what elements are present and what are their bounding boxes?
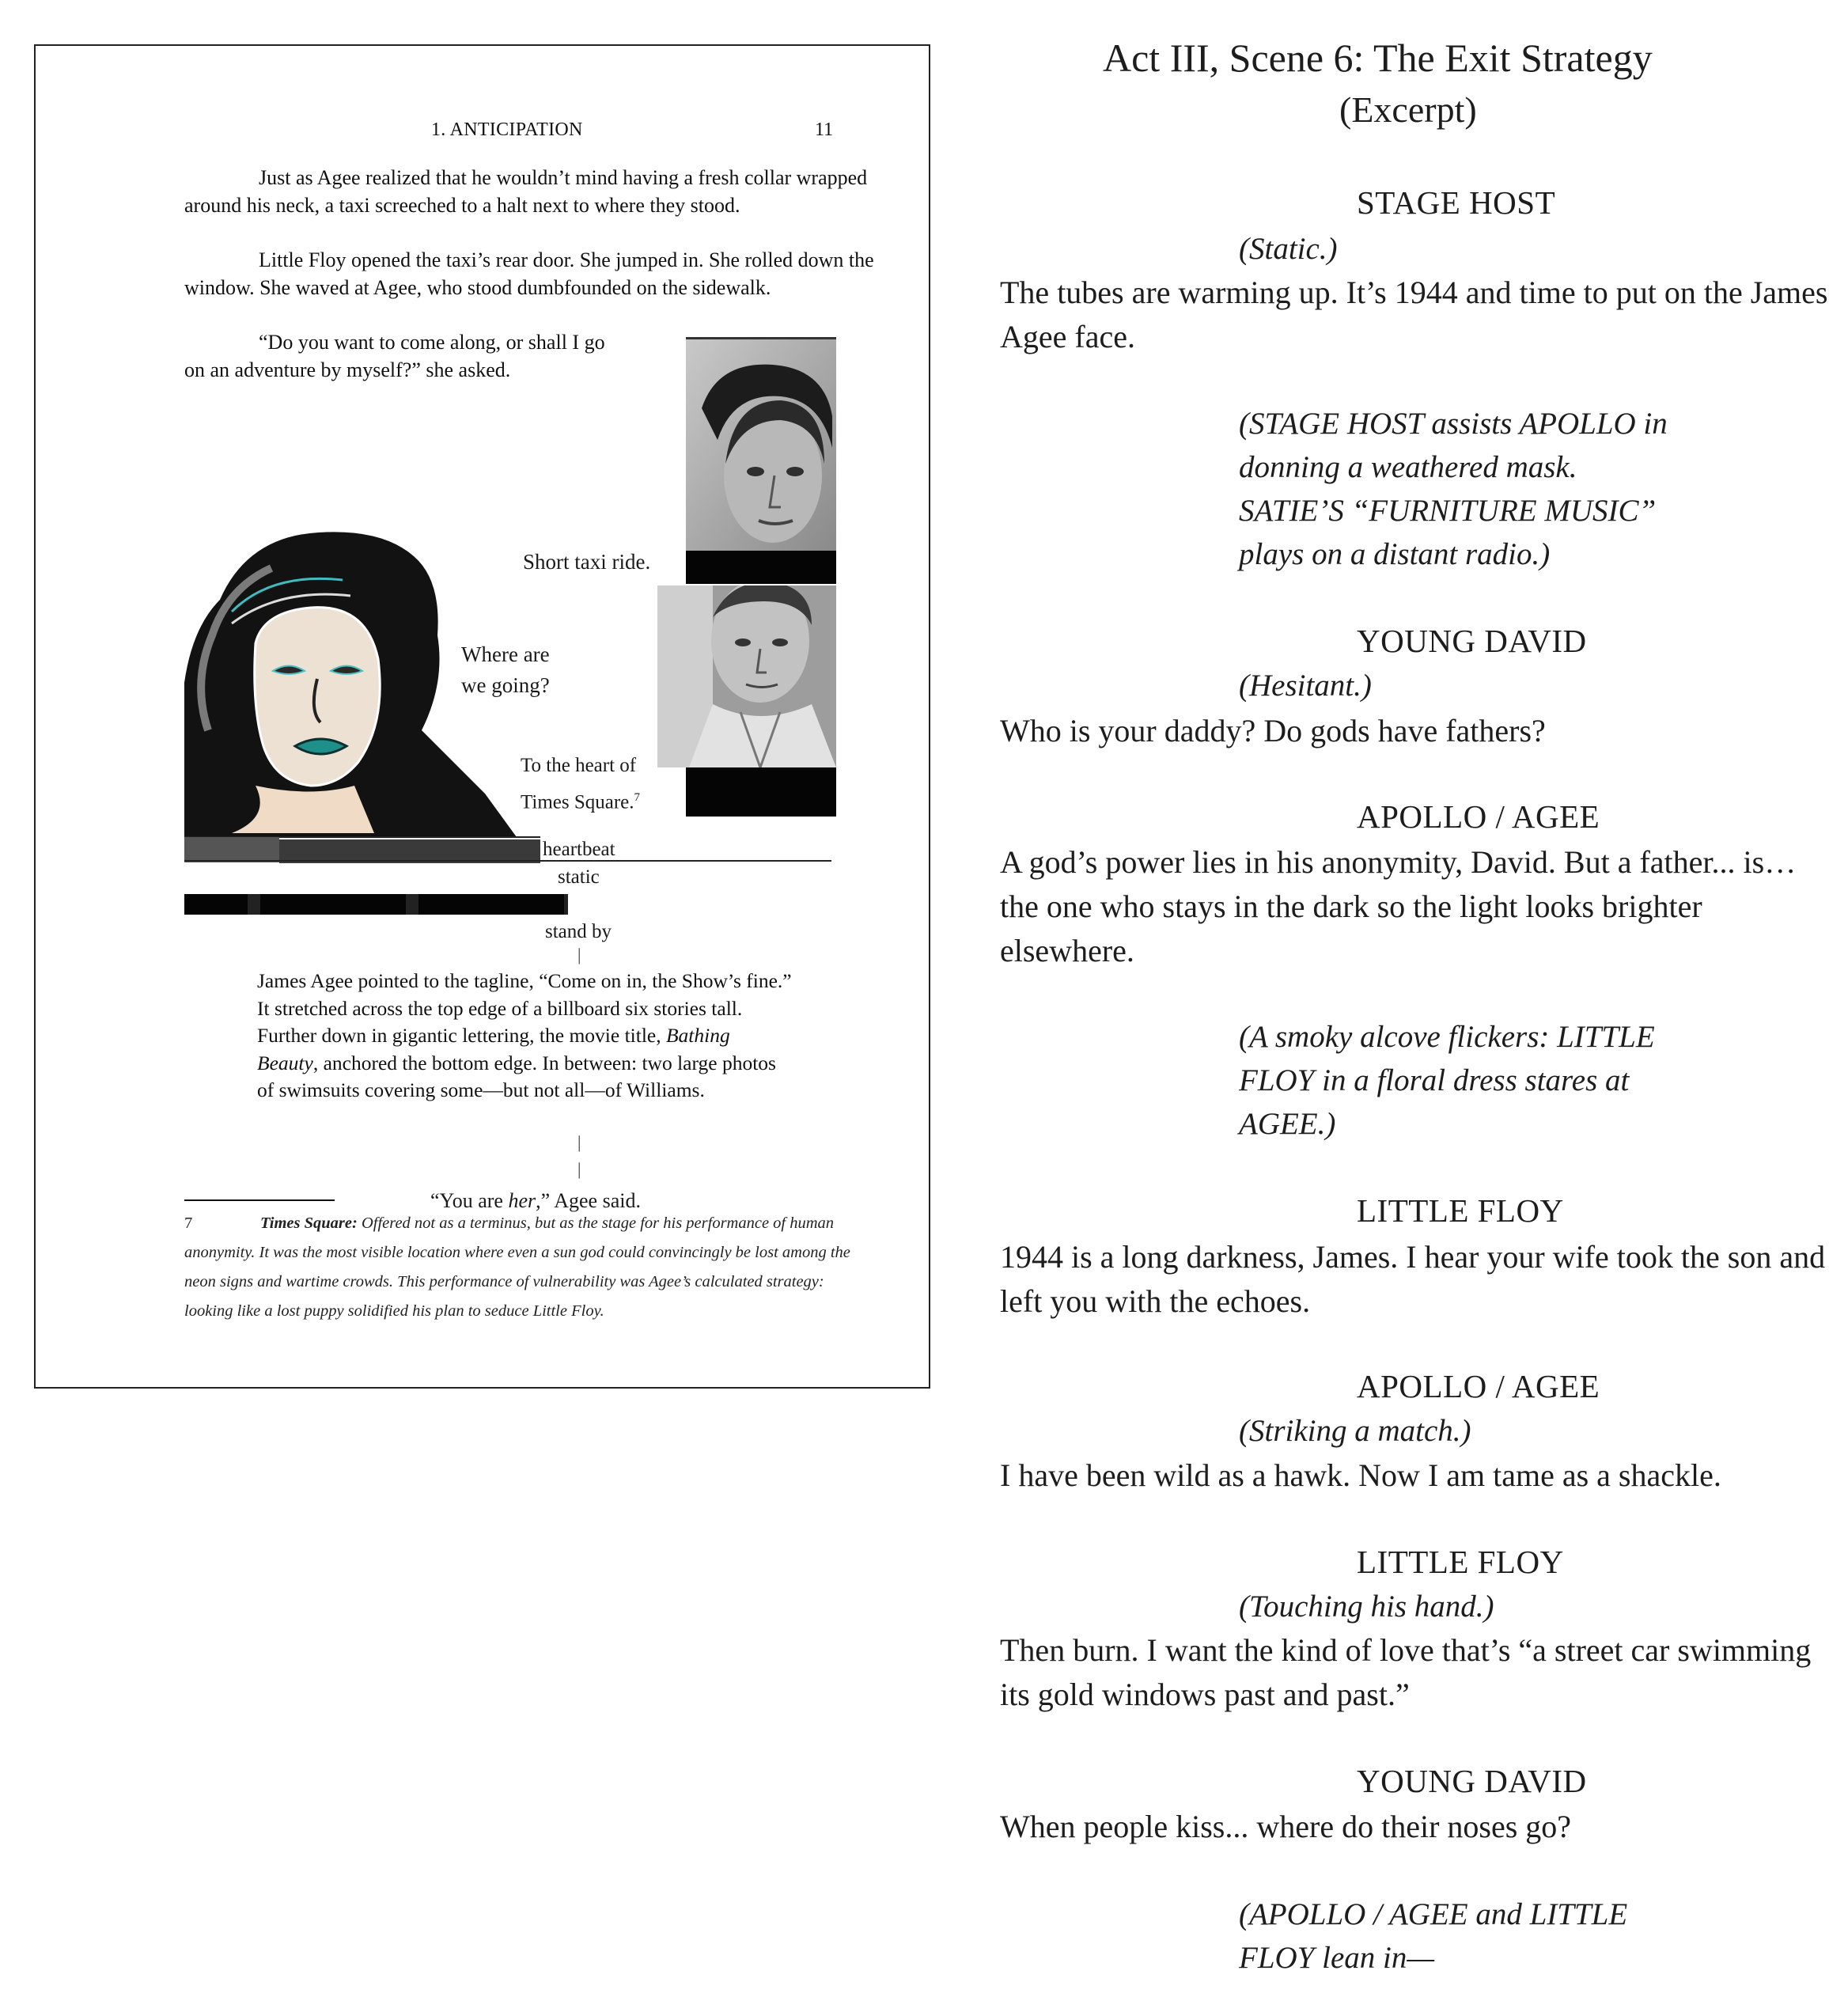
line-little-floy: 1944 is a long darkness, James. I hear your wife took the son and left you with the echoes. (1000, 1239, 1826, 1319)
man-photo-top (686, 337, 836, 551)
redaction-bar-2 (686, 767, 836, 817)
book-page (34, 44, 930, 1389)
stage-direction-1: (STAGE HOST assists APOLLO in donning a weathered mask. SATIE’S “FURNITURE MUSIC” plays on a distant radio.) (1239, 407, 1668, 571)
speaker-young-david-2: YOUNG DAVID (1357, 1763, 1587, 1799)
dialogue-short-taxi-ride: Short taxi ride. (523, 550, 651, 574)
redaction-bar-1 (686, 551, 836, 584)
speaker-little-floy: LITTLE FLOY (1357, 1192, 1564, 1229)
parenthetical-striking-match: (Striking a match.) (1239, 1414, 1471, 1448)
footnote (184, 1209, 873, 1326)
dialogue-times-line-1: To the heart of (521, 755, 637, 776)
speaker-apollo-agee-2: APOLLO / AGEE (1357, 1368, 1600, 1404)
divider-pipe-3: | (578, 1159, 581, 1179)
dialogue-times-square (521, 750, 640, 818)
footnote-number: 7 (184, 1214, 193, 1232)
parenthetical-hesitant: (Hesitant.) (1239, 669, 1372, 703)
paragraph-4: James Agee pointed to the tagline, “Come on in, the Show’s fine.” It stretched across the top edge of a billboard six stories tall. Further down in gigantic lettering, the movie title, Bathing Beauty, anchored the bottom edge. In between: two large photos of swimsuits covering some—but not all—of Williams. (257, 969, 792, 1101)
running-head: 1. ANTICIPATION (431, 119, 583, 140)
speaker-stage-host: STAGE HOST (1357, 184, 1556, 221)
line-apollo-agee: A god’s power lies in his anonymity, David. But a father... is… the one who stays in the dark so the light looks brighter elsewhere. (1000, 844, 1797, 968)
footnote-rule (184, 1199, 335, 1201)
footnote-text: Offered not as a terminus, but as the stage for his performance of human anonymity. It was the most visible location where even a sun god could convincingly be lost among the neon signs and wartime crowds. This performance of vulnerability was Agee’s calculated strategy: looking like a lost puppy solidified his plan to seduce Little Floy. (184, 1214, 850, 1320)
line-young-david-2: When people kiss... where do their noses go? (1000, 1809, 1572, 1844)
line-apollo-agee-2: I have been wild as a hawk. Now I am tame as a shackle. (1000, 1457, 1721, 1493)
woman-illustration (184, 525, 540, 885)
parenthetical-static: (Static.) (1239, 232, 1338, 266)
dialogue-times-line-2: Times Square.$^7$ (521, 791, 641, 813)
footnote-term: Times Square: (260, 1214, 358, 1232)
line-little-floy-2: Then burn. I want the kind of love that’s “a street car swimming its gold windows past and past.” (1000, 1632, 1812, 1712)
speaker-young-david: YOUNG DAVID (1357, 623, 1587, 659)
word-static: static (558, 866, 600, 888)
stage-direction-2: (A smoky alcove flickers: LITTLE FLOY in a floral dress stares at AGEE.) (1239, 1020, 1655, 1141)
dialogue-where-line-1: Where are (461, 642, 550, 666)
divider-pipe-2: | (578, 1132, 581, 1152)
paragraph-3-line-2: on an adventure by myself?” she asked. (184, 358, 511, 381)
collage-underline (184, 860, 831, 862)
line-young-david: Who is your daddy? Do gods have fathers? (1000, 713, 1546, 748)
speaker-little-floy-2: LITTLE FLOY (1357, 1544, 1564, 1580)
speaker-apollo-agee: APOLLO / AGEE (1357, 798, 1600, 835)
scene-title: Act III, Scene 6: The Exit Strategy (1103, 36, 1653, 80)
paragraph-1: Just as Agee realized that he wouldn’t mind having a fresh collar wrapped around his neck, a taxi screeched to a halt next to where they stood. (184, 166, 868, 217)
word-stand-by: stand by (545, 921, 612, 942)
redaction-bar-3 (184, 894, 568, 915)
parenthetical-touching-hand: (Touching his hand.) (1239, 1590, 1494, 1624)
dialogue-where-are-we-going (461, 639, 550, 701)
paragraph-3-line-1: “Do you want to come along, or shall I go (259, 331, 605, 354)
stage-direction-3: (APOLLO / AGEE and LITTLE FLOY lean in— (1239, 1897, 1628, 1975)
dialogue-where-line-2: we going? (461, 673, 550, 697)
quote-you-are-her: “You are her,” Agee said. (430, 1189, 641, 1212)
line-stage-host: The tubes are warming up. It’s 1944 and time to put on the James Agee face. (1000, 275, 1828, 354)
man-photo-lower (657, 585, 836, 767)
scene-subtitle: (Excerpt) (1339, 89, 1477, 130)
paragraph-2: Little Floy opened the taxi’s rear door. She jumped in. She rolled down the window. She waved at Agee, who stood dumbfounded on the sidewalk. (184, 248, 874, 299)
divider-pipe-1: | (578, 945, 581, 964)
paragraph-3 (184, 329, 691, 384)
word-heartbeat: heartbeat (543, 839, 615, 860)
footnote-marker[interactable]: 7 (634, 791, 641, 804)
movie-title: Bathing Beauty (257, 1024, 730, 1074)
page-number: 11 (815, 119, 834, 140)
